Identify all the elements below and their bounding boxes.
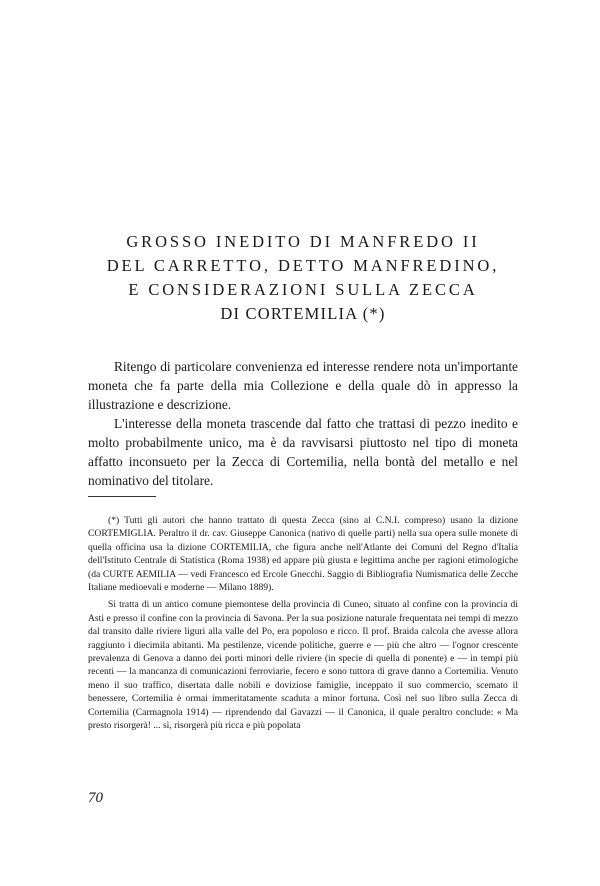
- body-paragraph-2: L'interesse della moneta trascende dal fatto che trattasi di pezzo inedito e molto probabilmente unico, ma è da ravvisarsi piuttosto nel tipo di moneta affatto inconsueto per la Zecca di Cortemilia, nella bontà del metallo e nel nominativo del titolare.: [88, 416, 518, 488]
- title-line-2: DEL CARRETTO, DETTO MANFREDINO,: [106, 256, 500, 275]
- title-line-4: DI CORTEMILIA (*): [220, 304, 386, 323]
- footnotes: [88, 514, 518, 737]
- body-paragraph-1: Ritengo di particolare convenienza ed interesse rendere nota un'importante moneta che fa parte della mia Collezione e della quale dò in appresso la illustrazione e descrizione.: [88, 359, 518, 412]
- footnote-separator: [88, 496, 156, 497]
- page-number: 70: [88, 790, 103, 806]
- footnote-2: Si tratta di un antico comune piemontese della provincia di Cuneo, situato al confine con la provincia di Asti e presso il confine con la provincia di Savona. Per la sua posizione naturale frequentata nei tempi di mezzo dal transito dalle riviere liguri alla valle del Po, era popoloso e ricco. Il prof. Braida calcola che avesse allora raggiunto i diecimila abitanti. Ma pestilenze, vicende politiche, guerre e — più che altro — l'ognor crescente prevalenza di Genova a danno dei porti minori delle riviere (in specie di quella di ponente) e — in tempi più recenti — la mancanza di comunicazioni ferroviarie, fecero e sono tuttora di grave danno a Cortemilia. Venuto meno il suo traffico, disertata dalle nobili e doviziose famiglie, inceppato il suo commercio, scemato il benessere, Cortemilia è ormai immeritatamente scaduta a minor fortuna. Così nel suo libro sulla Zecca di Cortemilia (Carmagnola 1914) — riprendendo dal Gavazzi — il Canonica, il quale peraltro conclude: « Ma presto risorgerà! ... sì, risorgerà più ricca e più popolata: [88, 599, 518, 732]
- footnote-1: (*) Tutti gli autori che hanno trattato di questa Zecca (sino al C.N.I. compreso) usano la dizione CORTEMIGLIA. Peraltro il dr. cav. Giuseppe Canonica (nativo di quelle parti) nella sua opera sulle monete di quella officina usa la dizione CORTEMILIA, che figura anche nell'Atlante dei Comuni del Regno d'Italia dell'Istituto Centrale di Statistica (Roma 1938) ed appare più giusta e legittima anche per ragioni etimologiche (da CURTE AEMILIA — vedi Francesco ed Ercole Gnecchi. Saggio di Bibliografia Numismatica delle Zecche Italiane medioevali e moderne — Milano 1889).: [88, 515, 518, 594]
- article-title: [88, 230, 518, 326]
- body-text: [88, 357, 518, 490]
- title-line-1: GROSSO INEDITO DI MANFREDO II: [126, 232, 480, 251]
- title-line-3: E CONSIDERAZIONI SULLA ZECCA: [128, 280, 478, 299]
